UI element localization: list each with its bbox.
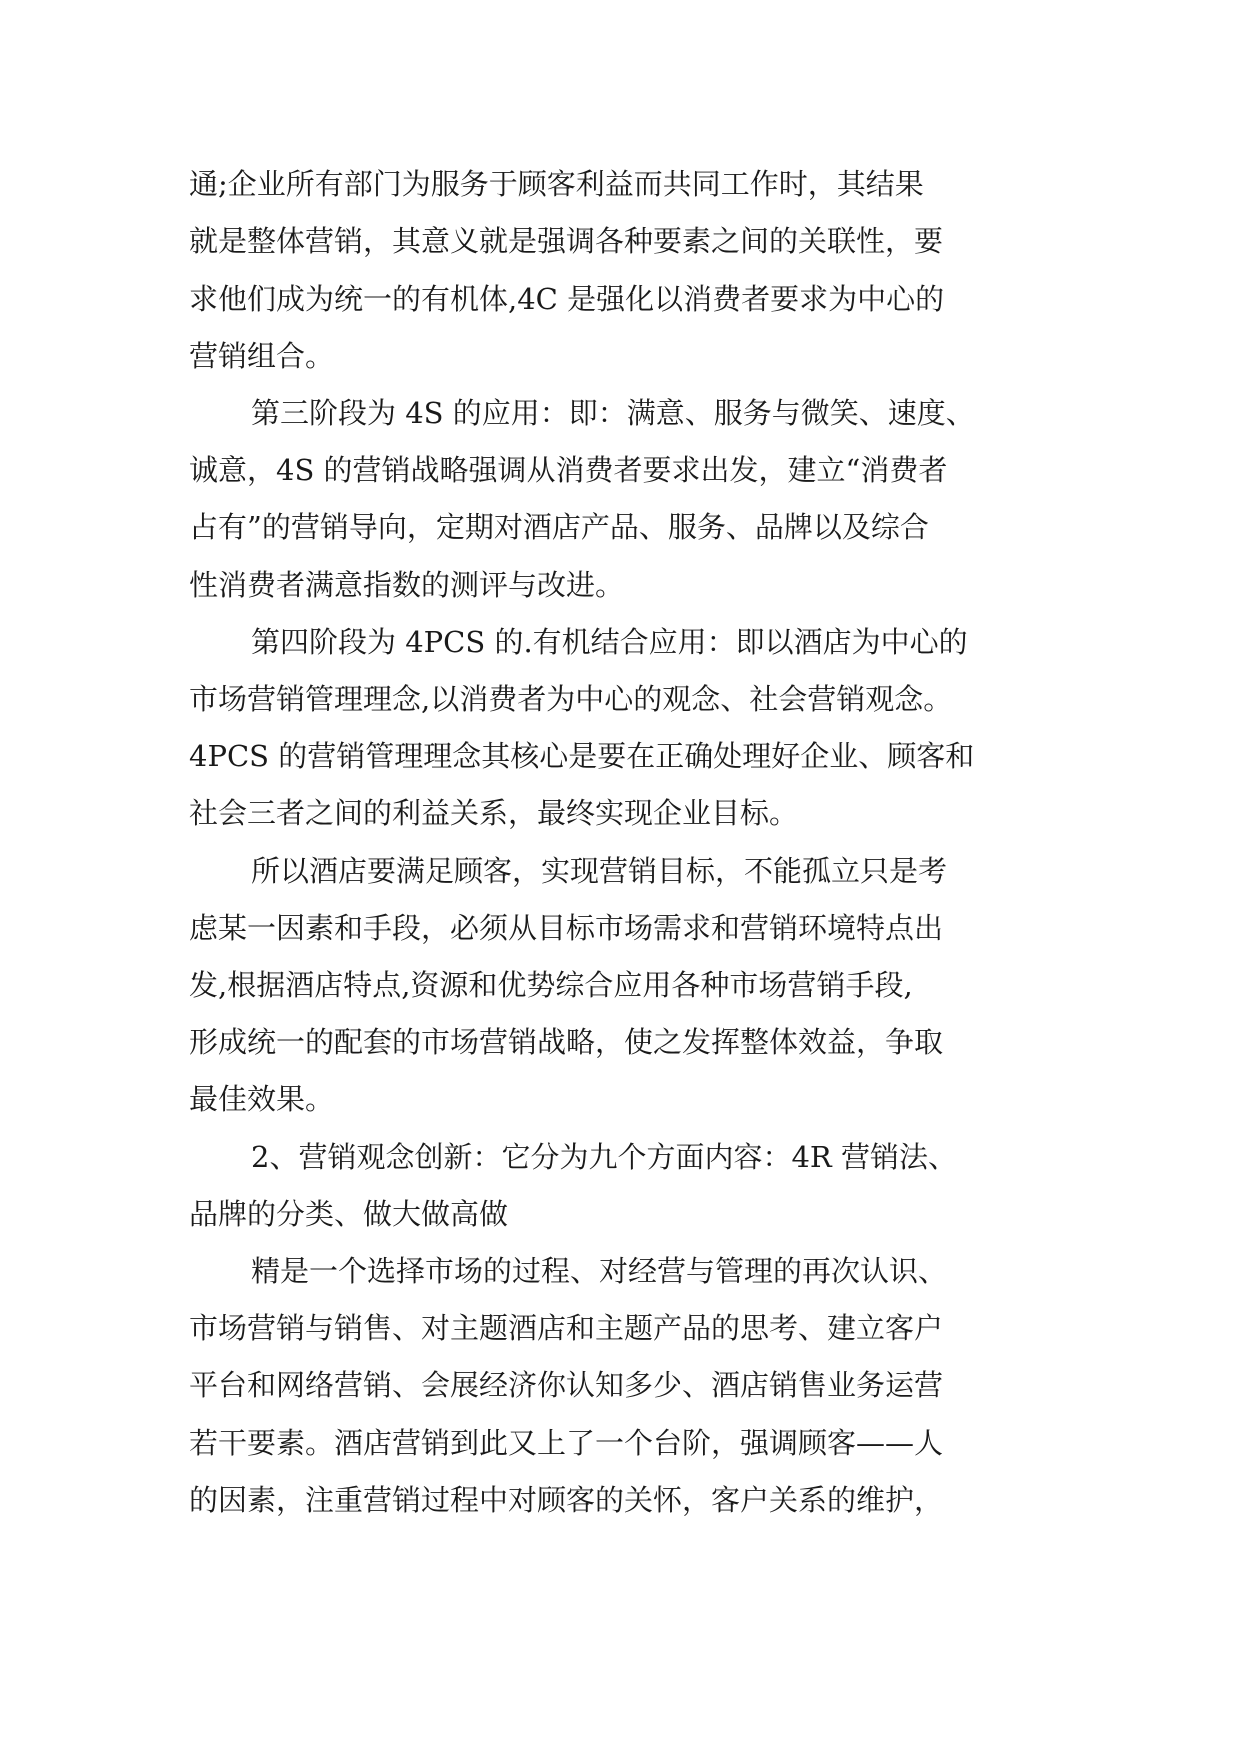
text-line: 营销组合。	[189, 339, 335, 373]
paragraph-first-line: 所以酒店要满足顾客，实现营销目标，不能孤立只是考	[251, 854, 948, 888]
text-line: 若干要素。酒店营销到此又上了一个台阶，强调顾客——人	[189, 1426, 944, 1460]
text-line: 品牌的分类、做大做高做	[189, 1197, 509, 1231]
paragraph-first-line: 第四阶段为 4PCS 的.有机结合应用：即以酒店为中心的	[251, 625, 968, 659]
paragraph-first-line: 精是一个选择市场的过程、对经营与管理的再次认识、	[251, 1254, 948, 1288]
paragraph-first-line: 第三阶段为 4S 的应用：即：满意、服务与微笑、速度、	[251, 396, 975, 430]
text-line: 的因素，注重营销过程中对顾客的关怀，客户关系的维护，	[189, 1483, 944, 1517]
text-line: 社会三者之间的利益关系，最终实现企业目标。	[189, 796, 799, 830]
text-line: 市场营销与销售、对主题酒店和主题产品的思考、建立客户	[189, 1311, 944, 1345]
text-line: 最佳效果。	[189, 1082, 335, 1116]
text-line: 虑某一因素和手段，必须从目标市场需求和营销环境特点出	[189, 911, 944, 945]
text-line: 通;企业所有部门为服务于顾客利益而共同工作时，其结果	[189, 167, 924, 201]
text-line: 形成统一的配套的市场营销战略，使之发挥整体效益，争取	[189, 1025, 944, 1059]
paragraph-first-line: 2、营销观念创新：它分为九个方面内容：4R 营销法、	[251, 1140, 957, 1174]
text-line: 就是整体营销，其意义就是强调各种要素之间的关联性，要	[189, 224, 944, 258]
text-line: 占有”的营销导向，定期对酒店产品、服务、品牌以及综合	[189, 510, 929, 544]
text-line: 求他们成为统一的有机体,4C 是强化以消费者要求为中心的	[189, 282, 945, 316]
text-line: 平台和网络营销、会展经济你认知多少、酒店销售业务运营	[189, 1368, 944, 1402]
text-line: 诚意，4S 的营销战略强调从消费者要求出发，建立“消费者	[189, 453, 948, 487]
text-line: 4PCS 的营销管理理念其核心是要在正确处理好企业、顾客和	[189, 739, 975, 773]
text-line: 市场营销管理理念,以消费者为中心的观念、社会营销观念。	[189, 682, 953, 716]
text-line: 发,根据酒店特点,资源和优势综合应用各种市场营销手段,	[189, 968, 913, 1002]
text-line: 性消费者满意指数的测评与改进。	[189, 568, 625, 602]
